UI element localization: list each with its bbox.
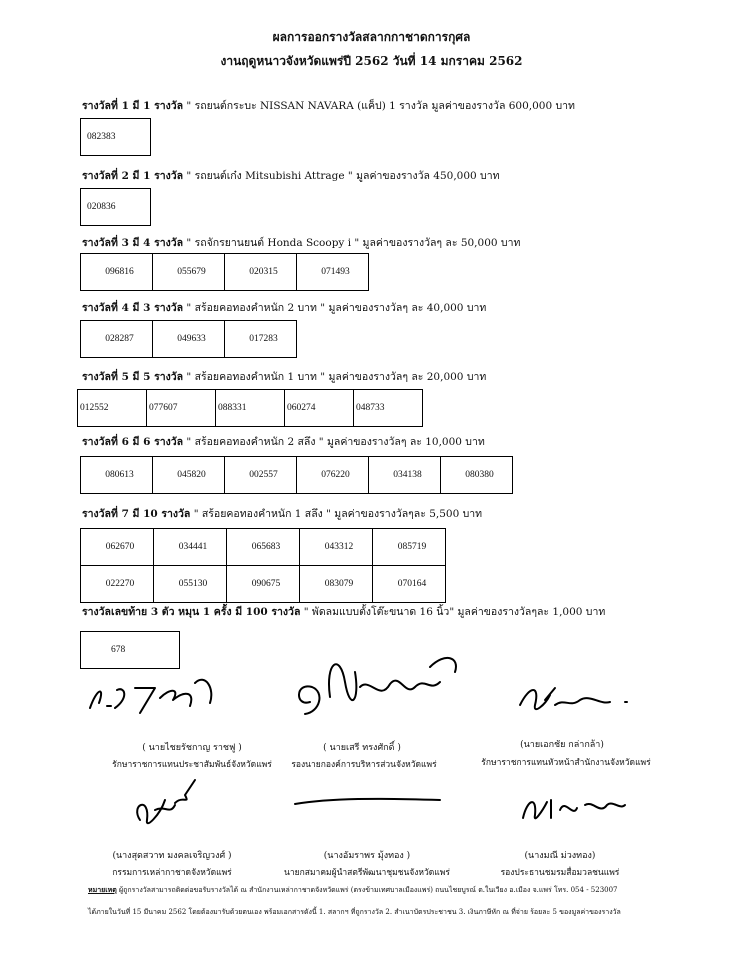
prize-6-heading <box>82 433 485 450</box>
prize-label: รางวัลเลขท้าย 3 ตัว หมุน 1 ครั้ง มี 100 รางวัล <box>82 606 301 618</box>
footnote-line-1 <box>88 885 618 896</box>
winning-number: 012552 <box>78 390 147 427</box>
prize-desc: " รถจักรยานยนต์ Honda Scoopy i " มูลค่าของรางวัลๆ ละ 50,000 บาท <box>183 237 521 249</box>
winning-number: 045820 <box>153 457 225 494</box>
winning-number: 022270 <box>81 566 154 603</box>
signatory-6-name: (นางมณี ม่วงทอง) <box>524 851 596 861</box>
prize-last3-heading <box>82 603 605 620</box>
winning-number: 002557 <box>225 457 297 494</box>
winning-number: 085719 <box>373 529 446 566</box>
winning-number: 043312 <box>300 529 373 566</box>
winning-number: 060274 <box>285 390 354 427</box>
signature-2 <box>290 642 480 722</box>
signature-1 <box>85 658 245 718</box>
prize-2-heading <box>82 167 500 184</box>
document-subtitle: งานฤดูหนาวจังหวัดแพร่ปี 2562 วันที่ 14 มกราคม 2562 <box>220 54 523 68</box>
winning-number: 034441 <box>154 529 227 566</box>
prize-label: รางวัลที่ 1 มี 1 รางวัล <box>82 100 184 112</box>
winning-number: 096816 <box>81 254 153 291</box>
winning-number: 083079 <box>300 566 373 603</box>
winning-number: 020836 <box>81 189 151 226</box>
signatory-6-role: รองประธานชมรมสื่อมวลชนแพร่ <box>500 868 620 878</box>
prize-label: รางวัลที่ 3 มี 4 รางวัล <box>82 237 184 249</box>
signatory-4-name: (นางสุดสวาท มงคลเจริญวงศ์ ) <box>112 851 232 861</box>
prize-desc: " สร้อยคอทองคำหนัก 1 สลึง " มูลค่าของรางวัลๆละ 5,500 บาท <box>190 508 483 520</box>
winning-number: 082383 <box>81 119 151 156</box>
winning-number: 020315 <box>225 254 297 291</box>
signature-4 <box>125 775 215 835</box>
signatory-1-name: ( นายไชยรัชกาญ ราชฟู ) <box>142 743 242 753</box>
winning-number: 028287 <box>81 321 153 358</box>
signatory-5-name: (นางอัมราพร มุ้งทอง ) <box>323 851 411 861</box>
signatory-2-name: ( นายเสรี ทรงศักดิ์ ) <box>323 743 401 753</box>
winning-number: 070164 <box>373 566 446 603</box>
prize-desc: " พัดลมแบบตั้งโต๊ะขนาด 16 นิ้ว" มูลค่าของรางวัลๆละ 1,000 บาท <box>300 606 606 618</box>
winning-number: 062670 <box>81 529 154 566</box>
prize-label: รางวัลที่ 4 มี 3 รางวัล <box>82 302 184 314</box>
prize-2-table <box>80 188 151 226</box>
prize-desc: " สร้อยคอทองคำหนัก 2 บาท " มูลค่าของรางวัลๆ ละ 40,000 บาท <box>183 302 487 314</box>
winning-number: 065683 <box>227 529 300 566</box>
winning-number: 048733 <box>354 390 423 427</box>
winning-number: 055130 <box>154 566 227 603</box>
signature-3 <box>515 680 635 720</box>
prize-3-table <box>80 253 369 291</box>
prize-6-table <box>80 456 513 494</box>
winning-number: 077607 <box>147 390 216 427</box>
prize-label: รางวัลที่ 2 มี 1 รางวัล <box>82 170 184 182</box>
prize-desc: " สร้อยคอทองคำหนัก 2 สลึง " มูลค่าของรางวัลๆ ละ 10,000 บาท <box>183 436 485 448</box>
signatory-1-role: รักษาราชการแทนประชาสัมพันธ์จังหวัดแพร่ <box>112 760 272 770</box>
winning-number: 088331 <box>216 390 285 427</box>
prize-7-table <box>80 528 446 603</box>
prize-5-heading <box>82 368 486 385</box>
signatory-2-role: รองนายกองค์การบริหารส่วนจังหวัดแพร่ <box>291 760 437 770</box>
signatory-5-role: นายกสมาคมผู้นำสตรีพัฒนาชุมชนจังหวัดแพร่ <box>284 868 450 878</box>
winning-number: 076220 <box>297 457 369 494</box>
signatory-3-role: รักษาราชการแทนหัวหน้าสำนักงานจังหวัดแพร่ <box>481 758 651 768</box>
prize-label: รางวัลที่ 7 มี 10 รางวัล <box>82 508 191 520</box>
prize-5-table <box>77 389 423 427</box>
winning-number: 080380 <box>441 457 513 494</box>
footnote-line-2: ได้ภายในวันที่ 15 มีนาคม 2562 โดยต้องมารับด้วยตนเอง พร้อมเอกสารดังนี้ 1. สลากฯ ที่ถูกรางวัล 2. สำเนาบัตรประชาชน 3. เงินภาษีหัก ณ ที่จ่าย ร้อยละ 5 ของมูลค่าของรางวัล <box>88 908 621 916</box>
winning-number: 080613 <box>81 457 153 494</box>
prize-label: รางวัลที่ 5 มี 5 รางวัล <box>82 371 184 383</box>
footnote-label: หมายเหตุ <box>88 885 117 894</box>
prize-1-table <box>80 118 151 156</box>
winning-number: 049633 <box>153 321 225 358</box>
prize-3-heading <box>82 234 520 251</box>
winning-number: 034138 <box>369 457 441 494</box>
prize-4-table <box>80 320 297 358</box>
footnote-text-1: ผู้ถูกรางวัลสามารถติดต่อขอรับรางวัลได้ ณ สำนักงานเหล่ากาชาดจังหวัดแพร่ (ตรงข้ามเทศบาลเมืองแพร่) ถนนไชยบูรณ์ ต.ในเวียง อ.เมือง จ.แพร่ โทร. 054 - 523007 <box>116 886 618 894</box>
winning-number: 055679 <box>153 254 225 291</box>
signature-5 <box>290 792 450 812</box>
winning-number: 071493 <box>297 254 369 291</box>
document-title: ผลการออกรางวัลสลากกาชาดการกุศล <box>272 30 471 44</box>
signatory-3-name: (นายเอกชัย กล่ากล้า) <box>520 740 604 750</box>
prize-desc: " รถยนต์เก๋ง Mitsubishi Attrage " มูลค่าของรางวัล 450,000 บาท <box>183 170 500 182</box>
prize-4-heading <box>82 299 486 316</box>
prize-label: รางวัลที่ 6 มี 6 รางวัล <box>82 436 184 448</box>
prize-7-heading <box>82 505 482 522</box>
winning-number: 090675 <box>227 566 300 603</box>
winning-number: 017283 <box>225 321 297 358</box>
prize-desc: " สร้อยคอทองคำหนัก 1 บาท " มูลค่าของรางวัลๆ ละ 20,000 บาท <box>183 371 487 383</box>
prize-1-heading <box>82 97 575 114</box>
winning-number: 678 <box>81 632 180 669</box>
signature-6 <box>515 790 635 825</box>
prize-desc: " รถยนต์กระบะ NISSAN NAVARA (แค็ป) 1 รางวัล มูลค่าของรางวัล 600,000 บาท <box>183 100 575 112</box>
signatory-4-role: กรรมการเหล่ากาชาดจังหวัดแพร่ <box>112 868 232 878</box>
